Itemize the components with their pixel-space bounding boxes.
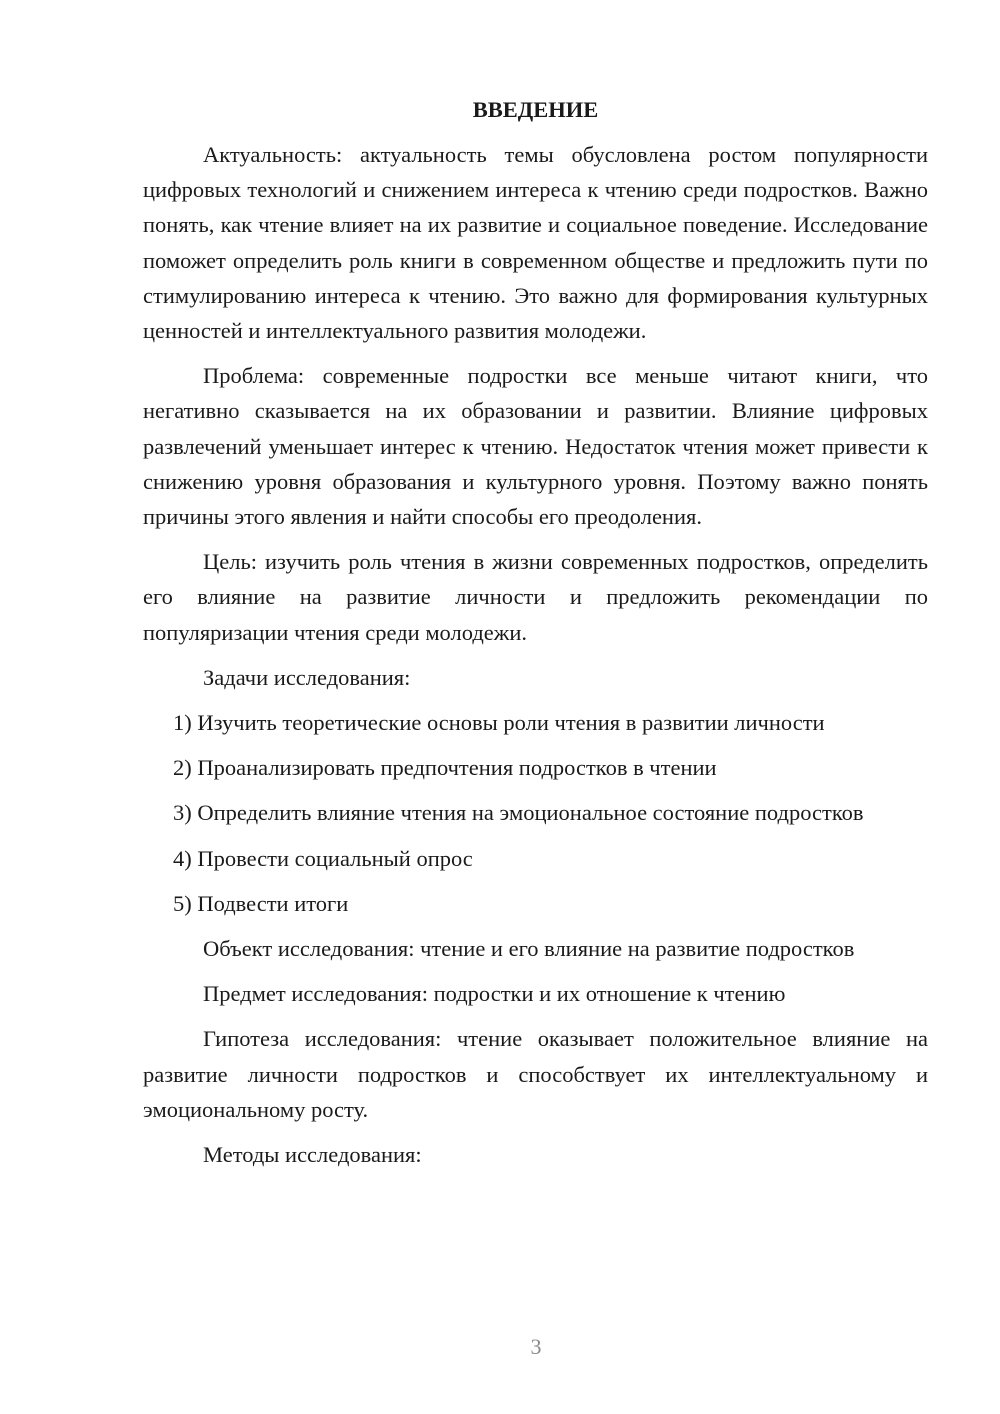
- list-item: 1) Изучить теоретические основы роли чтения в развитии личности: [173, 710, 825, 736]
- research-subject: Предмет исследования: подростки и их отношение к чтению: [203, 981, 786, 1007]
- tasks-list: [143, 705, 928, 921]
- research-hypothesis: Гипотеза исследования: чтение оказывает положительное влияние на развитие личности подростков и способствует их интеллектуальному и эмоциональному росту.: [143, 1026, 928, 1122]
- list-item: 4) Провести социальный опрос: [173, 845, 473, 871]
- paragraph-problem: Проблема: современные подростки все меньше читают книги, что негативно сказывается на их образовании и развитии. Влияние цифровых развлечений уменьшает интерес к чтению. Недостаток чтения может привести к снижению уровня образования и культурного уровня. Поэтому важно понять причины этого явления и найти способы его преодоления.: [143, 363, 928, 530]
- page-title: ВВЕДЕНИЕ: [472, 97, 599, 122]
- page-body: [143, 95, 928, 1182]
- research-object: Объект исследования: чтение и его влияние на развитие подростков: [203, 936, 855, 962]
- paragraph-goal: Цель: изучить роль чтения в жизни современных подростков, определить его влияние на развитие личности и предложить рекомендации по популяризации чтения среди молодежи.: [143, 549, 928, 645]
- list-item: 2) Проанализировать предпочтения подростков в чтении: [173, 755, 717, 781]
- paragraph-relevance: Актуальность: актуальность темы обусловлена ростом популярности цифровых технологий и снижением интереса к чтению среди подростков. Важно понять, как чтение влияет на их развитие и социальное поведение. Исследование поможет определить роль книги в современном обществе и предложить пути по стимулированию интереса к чтению. Это важно для формирования культурных ценностей и интеллектуального развития молодежи.: [143, 142, 928, 344]
- methods-heading: Методы исследования:: [203, 1142, 422, 1168]
- list-item: 3) Определить влияние чтения на эмоциональное состояние подростков: [173, 800, 864, 826]
- list-item: 5) Подвести итоги: [173, 890, 349, 916]
- tasks-heading: Задачи исследования:: [203, 664, 411, 690]
- page-number: 3: [530, 1334, 542, 1359]
